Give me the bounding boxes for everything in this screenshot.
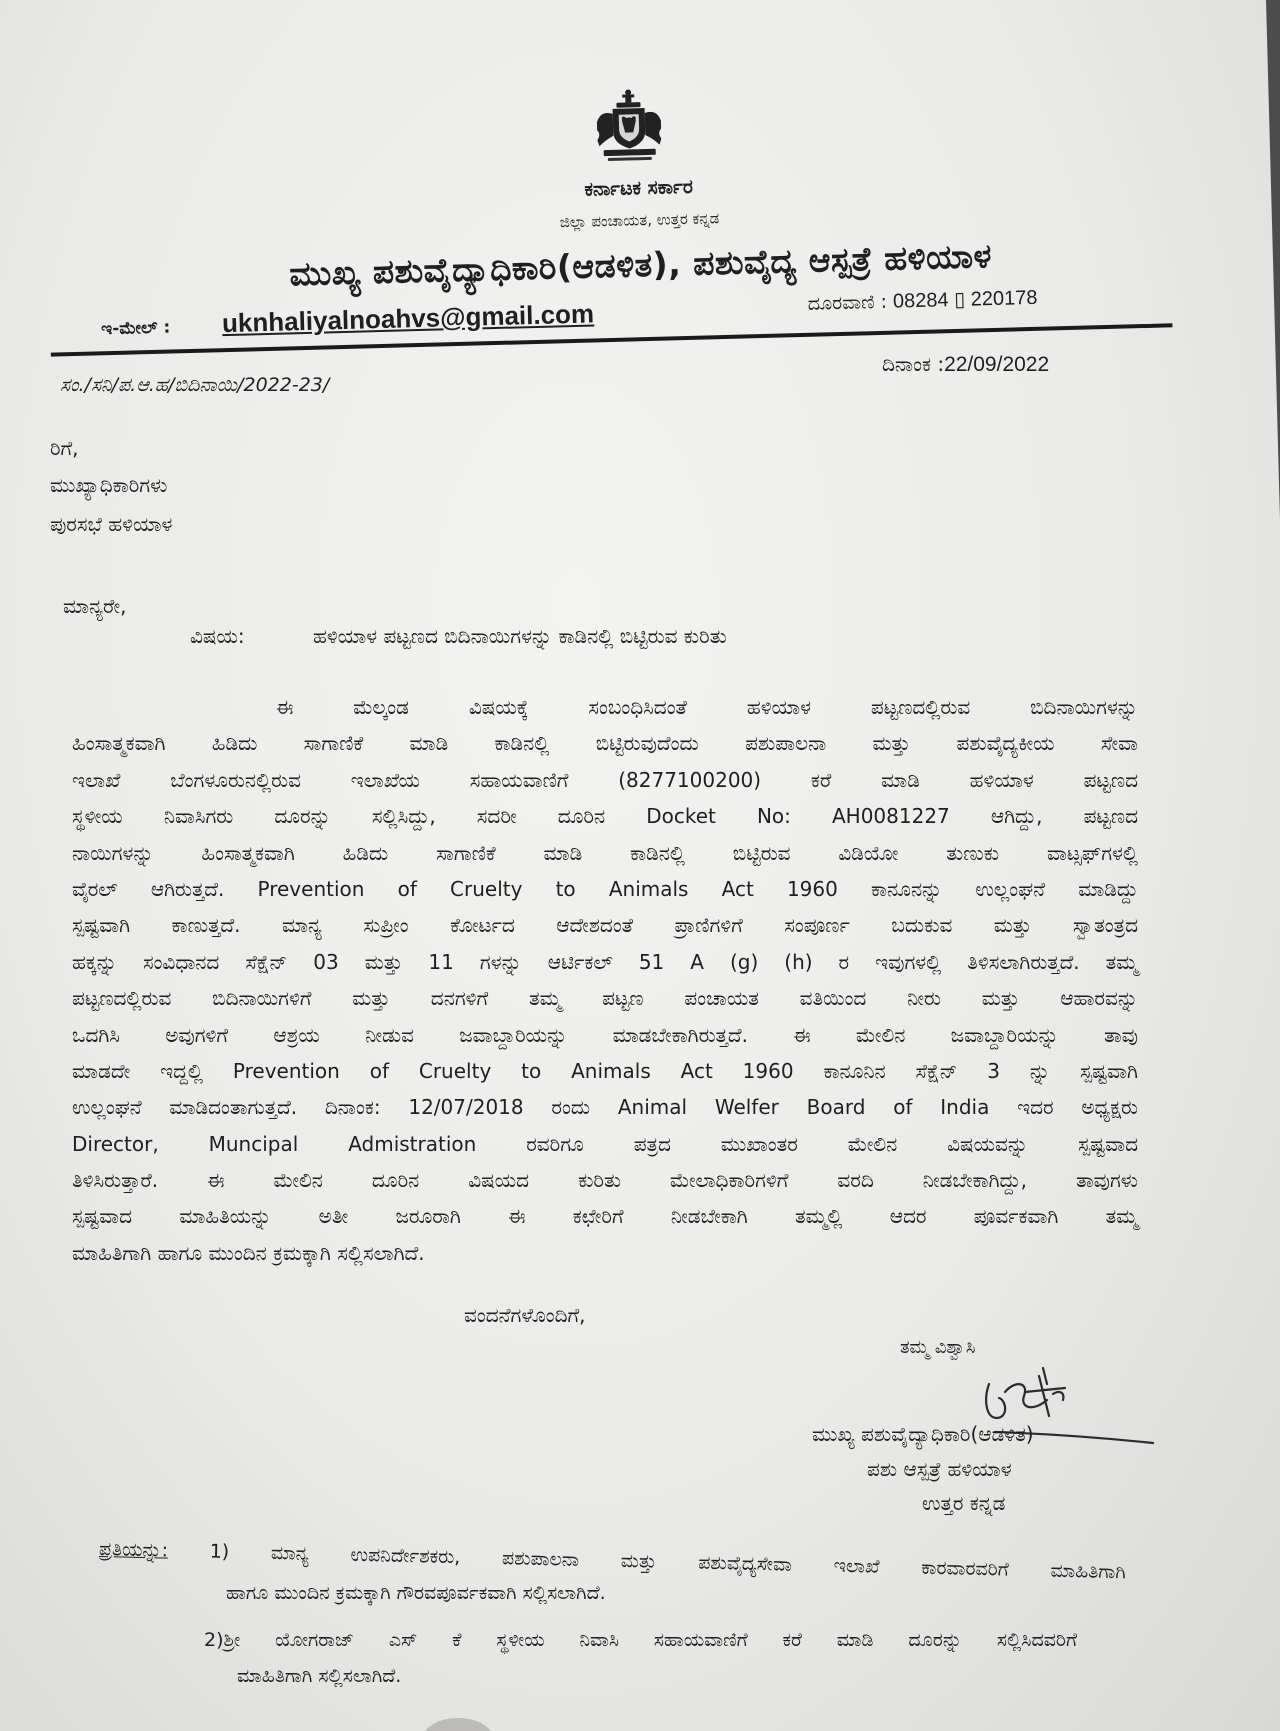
- body-line: ಸ್ಥಳೀಯ ನಿವಾಸಿಗರು ದೂರನ್ನು ಸಲ್ಲಿಸಿದ್ದು, ಸದರೀ ದೂರಿನ Docket No: AH0081227 ಆಗಿದ್ದು, ಪಟ್ಟಣದ: [72, 804, 1138, 829]
- salutation: ಮಾನ್ಯರೇ,: [63, 594, 127, 618]
- government-name: ಕರ್ನಾಟಕ ಸರ್ಕಾರ: [584, 175, 694, 201]
- copy-to-line: ಮಾಹಿತಿಗಾಗಿ ಸಲ್ಲಿಸಲಾಗಿದೆ.: [237, 1665, 402, 1687]
- copy-to-label: ಪ್ರತಿಯನ್ನು:: [98, 1538, 169, 1562]
- body-line: ಮಾಹಿತಿಗಾಗಿ ಹಾಗೂ ಮುಂದಿನ ಕ್ರಮಕ್ಕಾಗಿ ಸಲ್ಲಿಸಲಾಗಿದೆ.: [72, 1240, 425, 1265]
- date-label: ದಿನಾಂಕ :: [882, 352, 945, 376]
- addressee-line: ಪುರಸಭೆ ಹಳಿಯಾಳ: [50, 512, 173, 536]
- body-line: ಒದಗಿಸಿ ಅವುಗಳಿಗೆ ಆಶ್ರಯ ನೀಡುವ ಜವಾಬ್ದಾರಿಯನ್ನು ಮಾಡಬೇಕಾಗಿರುತ್ತದೆ. ಈ ಮೇಲಿನ ಜವಾಬ್ದಾರಿಯನ್ನು ತಾವು: [72, 1022, 1138, 1047]
- body-line: ಇಲಾಖೆ ಬೆಂಗಳೂರುನಲ್ಲಿರುವ ಇಲಾಖೆಯ ಸಹಾಯವಾಣಿಗೆ (8277100200) ಕರೆ ಮಾಡಿ ಹಳಿಯಾಳ ಪಟ್ಟಣದ: [72, 767, 1138, 792]
- body-line: ವೈರಲ್ ಆಗಿರುತ್ತದೆ. Prevention of Cruelty to Animals Act 1960 ಕಾನೂನನ್ನು ಉಲ್ಲಂಘನೆ ಮಾಡಿದ್ದು: [72, 876, 1138, 901]
- letter-body: [72, 689, 1138, 1271]
- letterhead: [0, 0, 1280, 436]
- email-label: ಇ-ಮೇಲ್ :: [100, 317, 171, 340]
- subject-text: ಹಳಿಯಾಳ ಪಟ್ಟಣದ ಬಿದಿನಾಯಿಗಳನ್ನು ಕಾಡಿನಲ್ಲಿ ಬಿಟ್ಟಿರುವ ಕುರಿತು: [313, 624, 727, 648]
- signatory-district: ಉತ್ತರ ಕನ್ನಡ: [922, 1491, 1006, 1515]
- karnataka-emblem-icon: [588, 86, 670, 164]
- district-panchayat: ಜಿಲ್ಲಾ ಪಂಚಾಯತ, ಉತ್ತರ ಕನ್ನಡ: [559, 209, 720, 232]
- signatory-title: ಮುಖ್ಯ ಪಶುವೈದ್ಯಾಧಿಕಾರಿ(ಆಡಳಿತ): [812, 1422, 1034, 1446]
- signatory-office: ಪಶು ಆಸ್ಪತ್ರೆ ಹಳಿಯಾಳ: [867, 1457, 1012, 1481]
- copy-to-text: 1) ಮಾನ್ಯ ಉಪನಿರ್ದೇಶಕರು, ಪಶುಪಾಲನಾ ಮತ್ತು ಪಶುವೈದ್ಯಸೇವಾ ಇಲಾಖೆ ಕಾರವಾರವರಿಗೆ ಮಾಹಿತಿಗಾಗಿ: [209, 1540, 1127, 1584]
- closing: ವಂದನೆಗಳೊಂದಿಗೆ,: [464, 1303, 586, 1327]
- body-line: ಪಟ್ಟಣದಲ್ಲಿರುವ ಬಿದಿನಾಯಿಗಳಿಗೆ ಮತ್ತು ದನಗಳಿಗೆ ತಮ್ಮ ಪಟ್ಟಣ ಪಂಚಾಯತ ವತಿಯಿಂದ ನೀರು ಮತ್ತು ಆಹಾರವನ್ನು: [72, 986, 1138, 1011]
- body-line: ಸ್ಪಷ್ಟವಾದ ಮಾಹಿತಿಯನ್ನು ಅತೀ ಜರೂರಾಗಿ ಈ ಕಛೇರಿಗೆ ನೀಡಬೇಕಾಗಿ ತಮ್ಮಲ್ಲಿ ಆದರ ಪೂರ್ವಕವಾಗಿ ತಮ್ಮ: [72, 1204, 1138, 1229]
- body-line: ನಾಯಿಗಳನ್ನು ಹಿಂಸಾತ್ಮಕವಾಗಿ ಹಿಡಿದು ಸಾಗಾಣಿಕೆ ಮಾಡಿ ಕಾಡಿನಲ್ಲಿ ಬಿಟ್ಟಿರುವ ವಿಡಿಯೋ ತುಣುಕು ವಾಟ್ಸಫ್‌ಗಳಲ್ಲಿ: [72, 840, 1138, 865]
- phone-value: 08284 ▯ 220178: [892, 286, 1038, 313]
- phone-label: ದೂರವಾಣಿ :: [807, 290, 888, 315]
- body-line: ಈ ಮೆಲ್ಕಂಡ ವಿಷಯಕ್ಕೆ ಸಂಬಂಧಿಸಿದಂತೆ ಹಳಿಯಾಳ ಪಟ್ಟಣದಲ್ಲಿರುವ ಬಿದಿನಾಯಿಗಳನ್ನು: [276, 695, 1138, 719]
- copy-to-line: ಹಾಗೂ ಮುಂದಿನ ಕ್ರಮಕ್ಕಾಗಿ ಗೌರವಪೂರ್ವಕವಾಗಿ ಸಲ್ಲಿಸಲಾಗಿದೆ.: [226, 1582, 606, 1604]
- letter-date: [882, 352, 1049, 377]
- yours-faithfully: ತಮ್ಮ ವಿಶ್ವಾಸಿ: [900, 1337, 976, 1358]
- copy-to-line: 2)ಶ್ರೀ ಯೋಗರಾಜ್ ಎಸ್ ಕೆ ಸ್ಥಳೀಯ ನಿವಾಸಿ ಸಹಾಯವಾಣಿಗೆ ಕರೆ ಮಾಡಿ ದೂರನ್ನು ಸಲ್ಲಿಸಿದವರಿಗೆ: [204, 1629, 1077, 1651]
- reference-number: ಸಂ./ಸನಿ/ಪ.ಆ.ಹ/ಬಿದಿನಾಯಿ/2022-23/: [60, 374, 330, 396]
- office-title: ಮುಖ್ಯ ಪಶುವೈದ್ಯಾಧಿಕಾರಿ(ಆಡಳಿತ), ಪಶುವೈದ್ಯ ಆಸ್ಪತ್ರೆ ಹಳಿಯಾಳ: [288, 236, 993, 294]
- body-line: ತಿಳಿಸಿರುತ್ತಾರೆ. ಈ ಮೇಲಿನ ದೂರಿನ ವಿಷಯದ ಕುರಿತು ಮೇಲಾಧಿಕಾರಿಗಳಿಗೆ ವರದಿ ನೀಡಬೇಕಾಗಿದ್ದು, ತಾವುಗಳು: [72, 1168, 1138, 1193]
- body-line: Director, Muncipal Admistration ರವರಿಗೂ ಪತ್ರದ ಮುಖಾಂತರ ಮೇಲಿನ ವಿಷಯವನ್ನು ಸ್ಪಷ್ಟವಾದ: [72, 1131, 1138, 1156]
- phone-number: [807, 285, 1037, 316]
- body-line: ಹಿಂಸಾತ್ಮಕವಾಗಿ ಹಿಡಿದು ಸಾಗಾಣಿಕೆ ಮಾಡಿ ಕಾಡಿನಲ್ಲಿ ಬಿಟ್ಟಿರುವುದೆಂದು ಪಶುಪಾಲನಾ ಮತ್ತು ಪಶುವೈದ್ಯಕೀಯ ಸೇವಾ: [72, 731, 1138, 756]
- body-line: ಹಕ್ಕನ್ನು ಸಂವಿಧಾನದ ಸೆಕ್ಷೆನ್ 03 ಮತ್ತು 11 ಗಳನ್ನು ಆರ್ಟಿಕಲ್ 51 A (g) (h) ರ ಇವುಗಳಲ್ಲಿ ತಿಳಿಸಲಾಗಿರುತ್ತದೆ. ತಮ್ಮ: [72, 949, 1138, 974]
- body-line: ಮಾಡದೇ ಇದ್ದಲ್ಲಿ Prevention of Cruelty to Animals Act 1960 ಕಾನೂನಿನ ಸೆಕ್ಷೆನ್ 3 ನ್ನು ಸ್ಪಷ್ಟವಾಗಿ: [72, 1058, 1138, 1083]
- thumb-shadow: [422, 1718, 494, 1731]
- email-address: uknhaliyalnoahvs@gmail.com: [221, 298, 595, 339]
- body-line: ಉಲ್ಲಂಘನೆ ಮಾಡಿದಂತಾಗುತ್ತದೆ. ದಿನಾಂಕ: 12/07/2018 ರಂದು Animal Welfer Board of India ಇದರ ಅಧ್ಯಕ್ಷರು: [72, 1095, 1138, 1120]
- date-value: 22/09/2022: [944, 353, 1050, 376]
- copy-to-line: [99, 1538, 1126, 1583]
- addressee-line: ರಿಗೆ,: [50, 436, 79, 460]
- addressee-line: ಮುಖ್ಯಾಧಿಕಾರಿಗಳು: [50, 473, 168, 497]
- subject-label: ವಿಷಯ:: [190, 624, 245, 648]
- body-line: ಸ್ಪಷ್ಟವಾಗಿ ಕಾಣುತ್ತದೆ. ಮಾನ್ಯ ಸುಪ್ರೀಂ ಕೋರ್ಟದ ಆದೇಶದಂತೆ ಪ್ರಾಣಿಗಳಿಗೆ ಸಂಪೂರ್ಣ ಬದುಕುವ ಮತ್ತು ಸ್ವಾತಂತ್ರದ: [72, 913, 1138, 938]
